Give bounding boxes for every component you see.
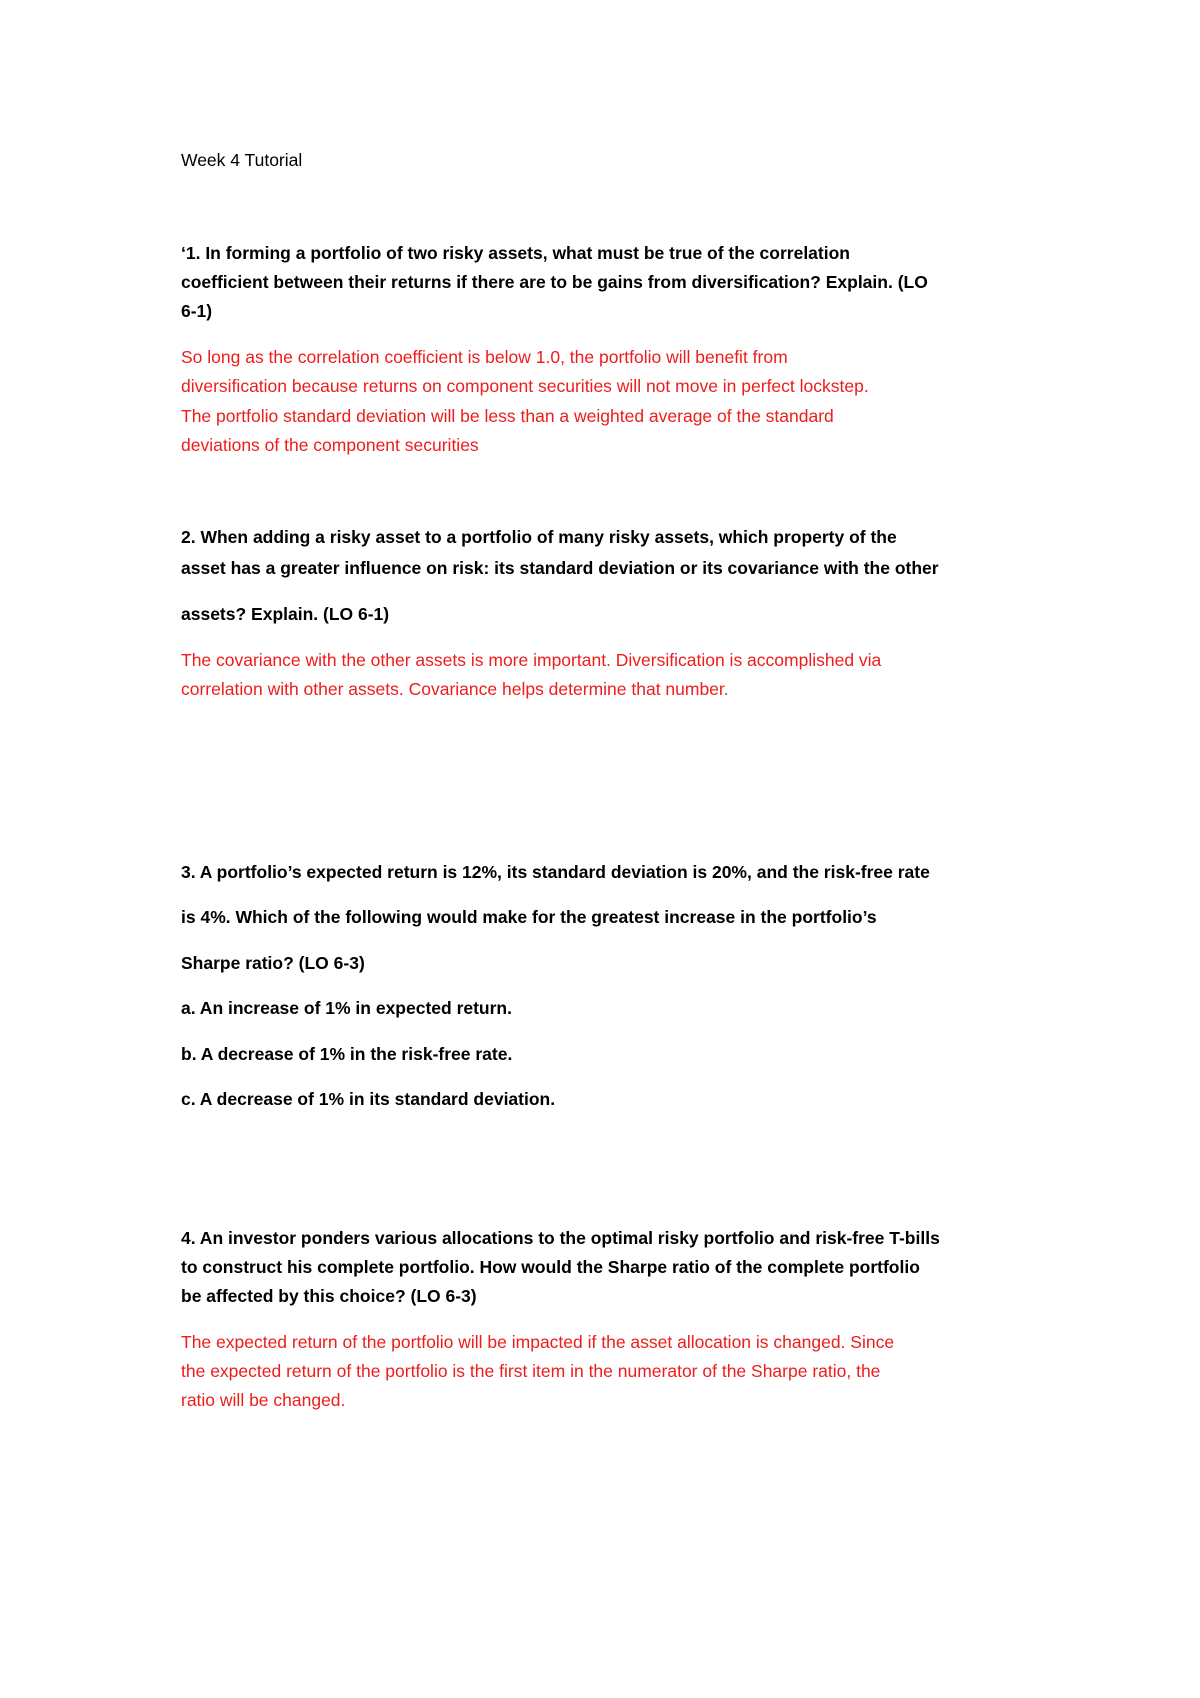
answer-4-line-3: ratio will be changed. (181, 1390, 346, 1410)
question-3-option-a: a. An increase of 1% in expected return. (181, 998, 512, 1018)
question-4-line-2: to construct his complete portfolio. How would the Sharpe ratio of the complete portfolio (181, 1257, 920, 1277)
answer-4-line-2: the expected return of the portfolio is the first item in the numerator of the Sharpe ratio, the (181, 1361, 881, 1381)
question-2-line-1: 2. When adding a risky asset to a portfolio of many risky assets, which property of the (181, 527, 897, 547)
question-1-line-1: ‘1. In forming a portfolio of two risky assets, what must be true of the correlation (181, 243, 850, 263)
answer-1-line-4: deviations of the component securities (181, 435, 479, 455)
question-3-option-b: b. A decrease of 1% in the risk-free rate. (181, 1044, 513, 1064)
question-1-line-2: coefficient between their returns if there are to be gains from diversification? Explain. (LO (181, 272, 928, 292)
question-3-line-2: is 4%. Which of the following would make for the greatest increase in the portfolio’s (181, 907, 877, 927)
question-3-line-1: 3. A portfolio’s expected return is 12%, its standard deviation is 20%, and the risk-free rate (181, 862, 930, 882)
answer-4-line-1: The expected return of the portfolio will be impacted if the asset allocation is changed. Since (181, 1332, 895, 1352)
answer-1-line-2: diversification because returns on component securities will not move in perfect lockstep. (181, 376, 869, 396)
answer-1-line-3: The portfolio standard deviation will be less than a weighted average of the standard (181, 406, 834, 426)
answer-2-line-1: The covariance with the other assets is more important. Diversification is accomplished via (181, 650, 882, 670)
page-title: Week 4 Tutorial (181, 150, 303, 170)
question-2-line-2: asset has a greater influence on risk: its standard deviation or its covariance with the other (181, 558, 939, 578)
answer-1-line-1: So long as the correlation coefficient is below 1.0, the portfolio will benefit from (181, 347, 788, 367)
question-4-line-3: be affected by this choice? (LO 6-3) (181, 1286, 477, 1306)
question-3-option-c: c. A decrease of 1% in its standard deviation. (181, 1089, 556, 1109)
question-4-line-1: 4. An investor ponders various allocations to the optimal risky portfolio and risk-free T-bills (181, 1228, 940, 1248)
question-3-line-3: Sharpe ratio? (LO 6-3) (181, 953, 365, 973)
question-1-line-3: 6-1) (181, 301, 213, 321)
question-2-line-3: assets? Explain. (LO 6-1) (181, 604, 390, 624)
answer-2-line-2: correlation with other assets. Covariance helps determine that number. (181, 679, 729, 699)
